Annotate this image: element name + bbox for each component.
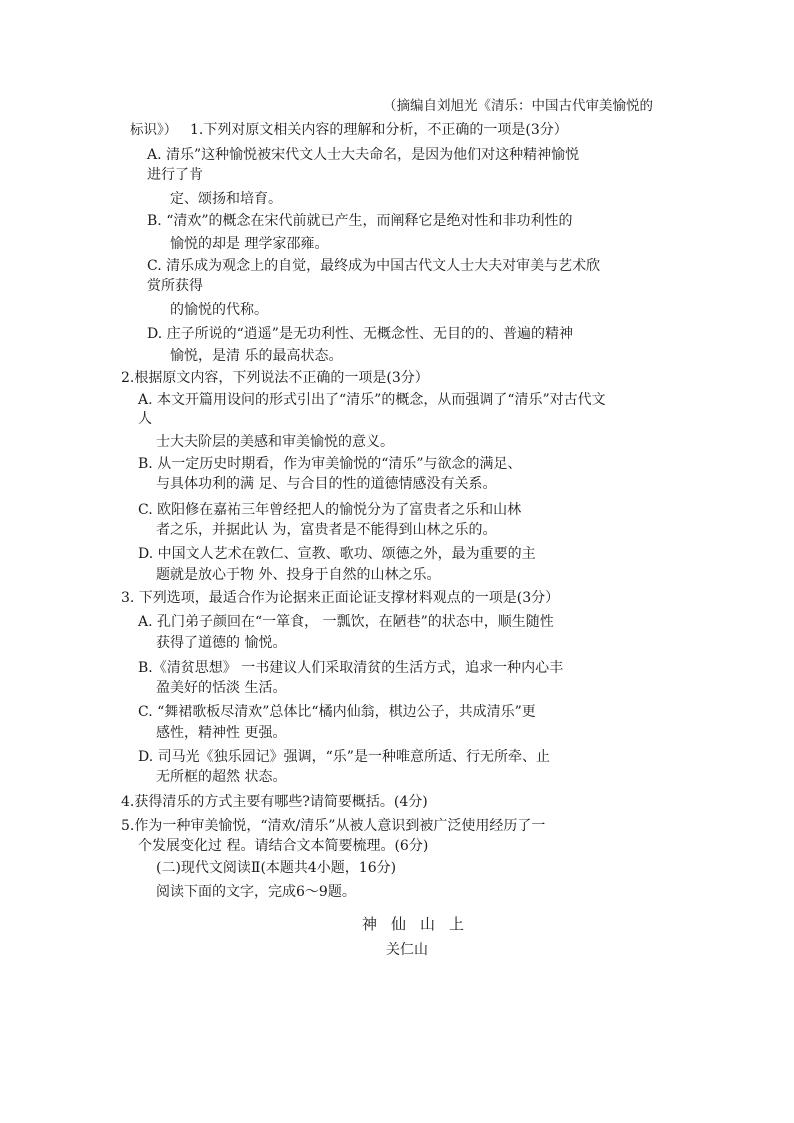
q1-option-a-line2: 进行了肯 xyxy=(147,167,203,183)
source-citation-line2: 标识》） xyxy=(130,122,178,138)
source-citation-line1: （摘编自刘旭光《清乐：中国古代审美愉悦的 xyxy=(383,98,653,114)
q2-option-a-line3: 士大夫阶层的美感和审美愉悦的意义。 xyxy=(156,434,394,450)
q1-option-b-line1: B. “清欢”的概念在宋代前就已产生，而阐释它是绝对性和非功利性的 xyxy=(147,213,573,229)
q1-option-b-line2: 愉悦的却是 理学家邵雍。 xyxy=(170,236,329,252)
q1-option-c-line1: C. 清乐成为观念上的自觉，最终成为中国古代文人士大夫对审美与艺术欣 xyxy=(147,258,601,274)
q2-option-b-line1: B. 从一定历史时期看，作为审美愉悦的“清乐”与欲念的满足、 xyxy=(138,456,522,472)
story-author: 关仁山 xyxy=(386,942,428,958)
q3-option-d-line1: D. 司马光《独乐园记》强调，“乐”是一种唯意所适、行无所牵、止 xyxy=(138,749,550,765)
q3-option-a-line1: A. 孔门弟子颜回在“一箪食， 一瓢饮，在陋巷”的状态中，顺生随性 xyxy=(138,614,554,630)
q1-option-c-line3: 的愉悦的代称。 xyxy=(170,302,268,318)
q1-option-c-line2: 赏所获得 xyxy=(147,278,203,294)
q2-stem: 2.根据原文内容，下列说法不正确的一项是(3分） xyxy=(121,370,429,386)
q4-stem: 4.获得清乐的方式主要有哪些?请简要概括。(4分) xyxy=(121,794,428,810)
q3-option-d-line2: 无所框的超然 状态。 xyxy=(156,769,287,785)
q5-stem-line1: 5.作为一种审美愉悦，“清欢/清乐”从被人意识到被广泛使用经历了一 xyxy=(121,818,546,834)
q5-stem-line2: 个发展变化过 程。请结合文本简要梳理。(6分) xyxy=(138,838,429,854)
q2-option-b-line2: 与具体功利的满 足、与合目的性的道德情感没有关系。 xyxy=(156,476,497,492)
q2-option-a-line2: 人 xyxy=(138,411,152,427)
section-heading: (二)现代文阅读Ⅱ(本题共4小题，16分) xyxy=(156,860,397,876)
q2-option-c-line2: 者之乐，并据此认 为，富贵者是不能得到山林之乐的。 xyxy=(156,522,497,538)
q2-option-a-line1: A. 本文开篇用设问的形式引出了“清乐”的概念，从而强调了“清乐”对古代文 xyxy=(138,392,606,408)
q1-option-a-line1: A. 清乐”这种愉悦被宋代文人士大夫命名，是因为他们对这种精神愉悦 xyxy=(147,147,580,163)
section-instruction: 阅读下面的文字，完成6～9题。 xyxy=(156,884,356,900)
q2-option-d-line2: 题就是放心于物 外、投身于自然的山林之乐。 xyxy=(156,567,441,583)
q3-option-b-line2: 盈美好的恬淡 生活。 xyxy=(156,680,287,696)
q1-option-d-line1: D. 庄子所说的“逍遥”是无功利性、无概念性、无目的的、普遍的精神 xyxy=(147,326,573,342)
q2-option-c-line1: C. 欧阳修在嘉祐三年曾经把人的愉悦分为了富贵者之乐和山林 xyxy=(138,502,522,518)
q3-option-c-line1: C. “舞裙歌板尽清欢”总体比“橘内仙翁，棋边公子，共成清乐”更 xyxy=(138,704,536,720)
q2-option-d-line1: D. 中国文人艺术在敦仁、宣教、歌功、颂德之外，最为重要的主 xyxy=(138,546,536,562)
q3-option-b-line1: B.《清贫思想》 一书建议人们采取清贫的生活方式，追求一种内心丰 xyxy=(138,660,564,676)
q1-option-d-line2: 愉悦，是清 乐的最高状态。 xyxy=(170,348,343,364)
q1-option-a-line3: 定、颂扬和培育。 xyxy=(170,191,282,207)
q3-stem: 3. 下列选项，最适合作为论据来正面论证支撑材料观点的一项是(3分） xyxy=(121,590,560,606)
q3-option-a-line2: 获得了道德的 愉悦。 xyxy=(156,635,287,651)
story-title: 神仙山上 xyxy=(362,915,479,933)
q3-option-c-line2: 感性，精神性 更强。 xyxy=(156,725,287,741)
q1-stem: 1.下列对原文相关内容的理解和分析，不正确的一项是(3分） xyxy=(190,122,568,138)
